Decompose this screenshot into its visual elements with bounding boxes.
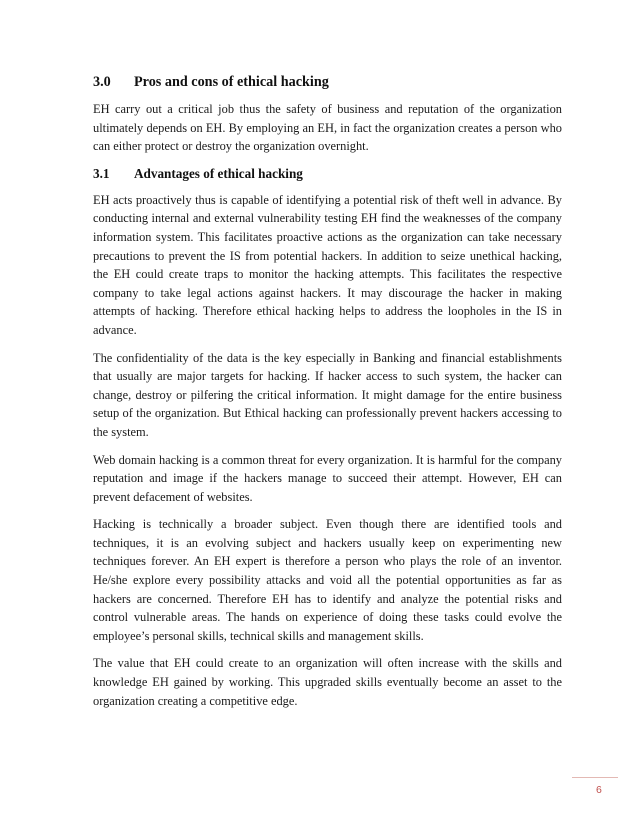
subsection-number: 3.1 <box>93 165 110 181</box>
section-intro-paragraph: EH carry out a critical job thus the safety of business and reputation of the organization ultimately depends on EH. By employing an EH, in fact the organization creates a person who can either protect or destroy the organization overnight. <box>93 102 562 154</box>
footer-divider <box>572 777 618 778</box>
subsection-title: Advantages of ethical hacking <box>134 165 303 181</box>
paragraph-web-domain: Web domain hacking is a common threat for every organization. It is harmful for the company reputation and image if the hackers manage to succeed their attempt. However, EH can prevent defacement of websites. <box>93 452 562 504</box>
paragraph-broader-subject: Hacking is technically a broader subject. Even though there are identified tools and techniques, it is an evolving subject and hackers usually keep on experimenting new techniques forever. An EH expert is therefore a person who plays the role of an inventor. He/she explore every possibility attacks and void all the potential opportunities as far as hackers are concerned. Therefore EH has to identify and analyze the potential risks and control vulnerable areas. The hands on experience of doing these tasks could evolve the employee’s personal skills, technical skills and management skills. <box>93 517 562 643</box>
paragraph-proactive: EH acts proactively thus is capable of identifying a potential risk of theft well in advance. By conducting internal and external vulnerability testing EH find the weaknesses of the company information system. This facilitates proactive actions as the organization can take necessary precautions to prevent the IS from potential hackers. In addition to seize unethical hacking, the EH could create traps to monitor the hacking attempts. This facilitates the respective company to take legal actions against hackers. It may discourage the hacker in making attempts of hacking. Therefore ethical hacking helps to address the loopholes in the IS in advance. <box>93 192 562 337</box>
section-heading <box>93 73 562 91</box>
section-title: Pros and cons of ethical hacking <box>134 74 329 90</box>
page-number: 6 <box>596 784 602 796</box>
subsection-heading <box>93 165 562 182</box>
paragraph-confidentiality: The confidentiality of the data is the key especially in Banking and financial establishments that usually are major targets for hacking. If hacker access to such system, the hacker can change, destroy or pilfering the critical information. It might damage for the entire business setup of the organization. But Ethical hacking can professionally prevent hackers accessing to the system. <box>93 350 562 439</box>
section-number: 3.0 <box>93 74 111 90</box>
paragraph-value: The value that EH could create to an organization will often increase with the skills and knowledge EH gained by working. This upgraded skills eventually become an asset to the organization creating a competitive edge. <box>93 656 562 708</box>
document-page <box>93 73 562 719</box>
